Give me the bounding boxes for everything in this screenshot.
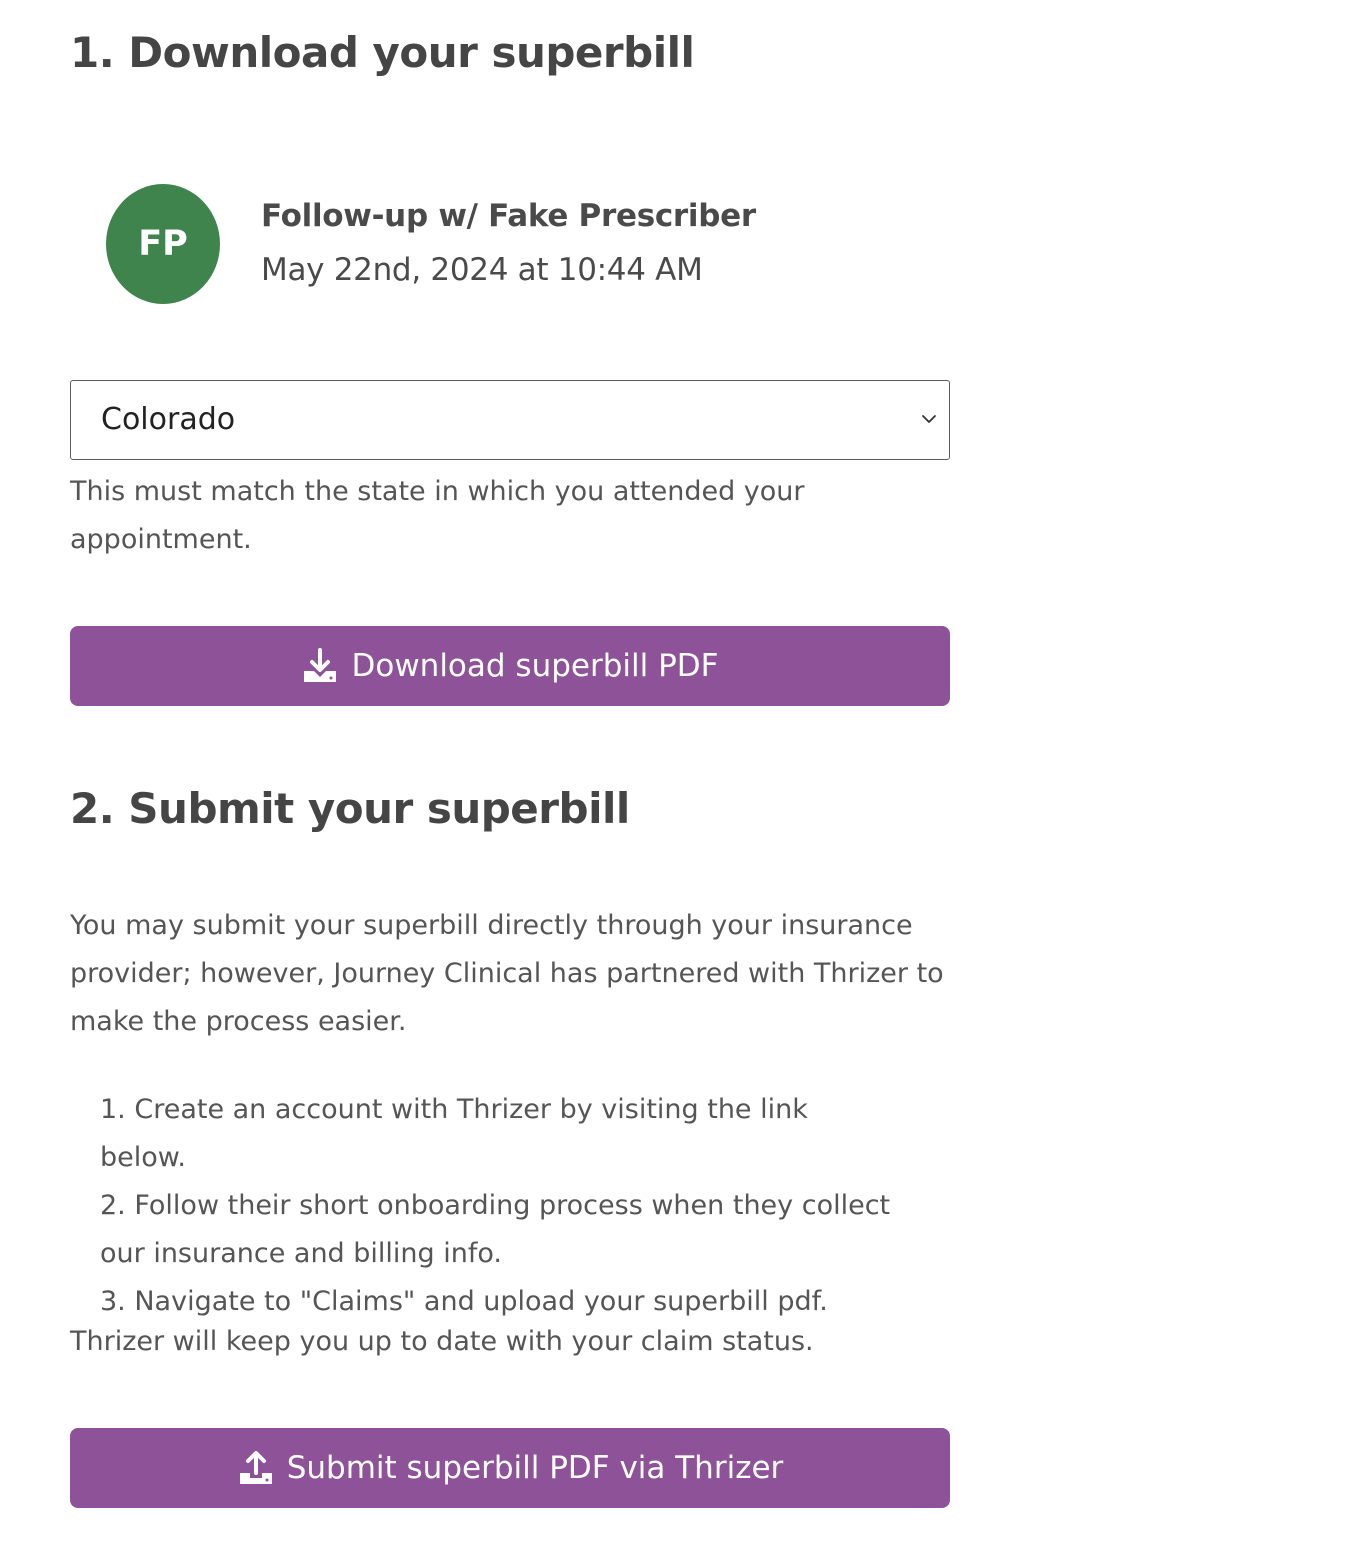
list-item: 3. Navigate to "Claims" and upload your superbill pdf.	[100, 1286, 828, 1317]
avatar: FP	[106, 184, 220, 304]
state-helper-text: This must match the state in which you attended your appointment.	[70, 476, 805, 555]
appointment-card	[106, 184, 866, 304]
download-icon	[301, 647, 339, 685]
submit-intro-text: You may submit your superbill directly through your insurance provider; however, Journey Clinical has partnered with Thrizer to make the process easier.	[70, 910, 944, 1037]
appointment-title: Follow-up w/ Fake Prescriber	[261, 198, 756, 234]
list-item: 2. Follow their short onboarding process when they collect our insurance and billing info.	[100, 1190, 891, 1269]
submit-section-heading: 2. Submit your superbill	[70, 784, 630, 833]
list-item: 1. Create an account with Thrizer by visiting the link below.	[100, 1094, 808, 1173]
submit-superbill-label: Submit superbill PDF via Thrizer	[286, 1450, 784, 1486]
steps-list	[100, 1086, 900, 1326]
chevron-down-icon	[921, 411, 937, 427]
state-select-value: Colorado	[101, 402, 236, 437]
state-select[interactable]	[70, 380, 950, 460]
submit-superbill-button[interactable]	[70, 1428, 950, 1508]
claim-status-text: Thrizer will keep you up to date with your claim status.	[70, 1326, 814, 1357]
download-section-heading: 1. Download your superbill	[70, 28, 695, 77]
upload-icon	[237, 1449, 275, 1487]
download-superbill-label: Download superbill PDF	[351, 648, 719, 684]
appointment-datetime: May 22nd, 2024 at 10:44 AM	[261, 252, 703, 288]
download-superbill-button[interactable]	[70, 626, 950, 706]
